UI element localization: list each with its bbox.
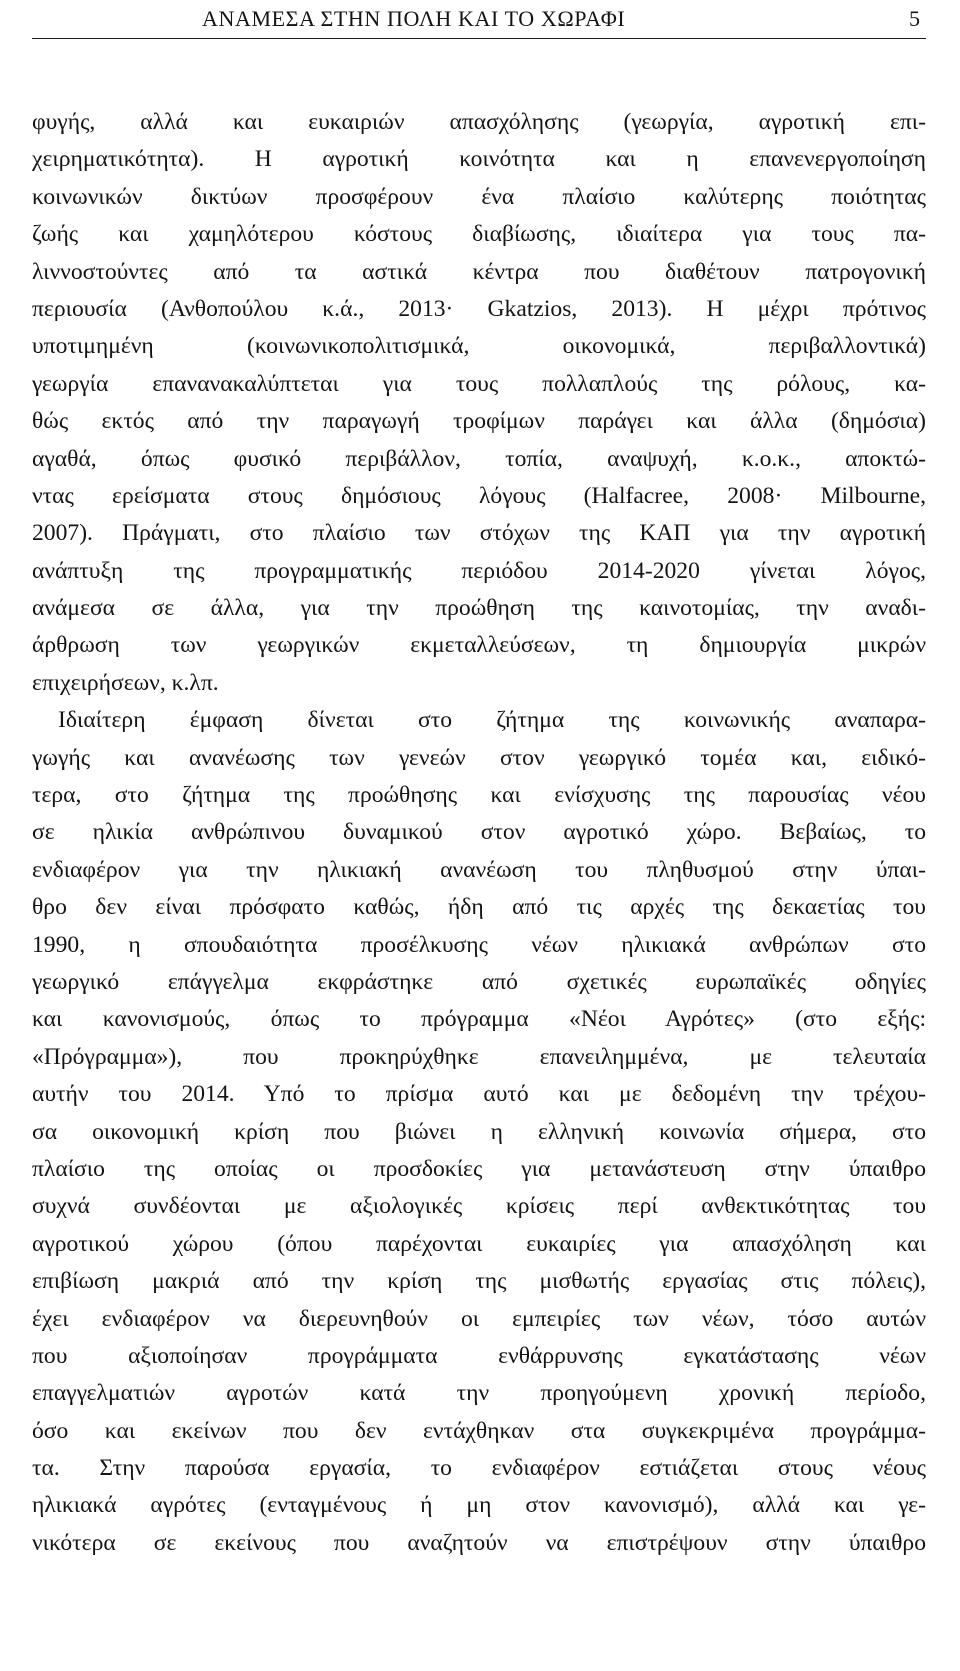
text-line: 1990, η σπουδαιότητα προσέλκυσης νέων ηλικιακά ανθρώπων στο bbox=[32, 931, 926, 958]
text-line: που αξιοποίησαν προγράμματα ενθάρρυνσης εγκατάστασης νέων bbox=[32, 1342, 926, 1369]
text-line: 2007). Πράγματι, στο πλαίσιο των στόχων της ΚΑΠ για την αγροτική bbox=[32, 520, 926, 547]
text-line: και κανονισμούς, όπως το πρόγραμμα «Νέοι Αγρότες» (στο εξής: bbox=[32, 1006, 926, 1033]
text-line: ζωής και χαμηλότερου κόστους διαβίωσης, ιδιαίτερα για τους πα- bbox=[32, 221, 926, 248]
text-line: υποτιμημένη (κοινωνικοπολιτισμικά, οικονομικά, περιβαλλοντικά) bbox=[32, 333, 926, 360]
text-line: ενδιαφέρον για την ηλικιακή ανανέωση του πληθυσμού στην ύπαι- bbox=[32, 856, 926, 883]
text-line: σα οικονομική κρίση που βιώνει η ελληνική κοινωνία σήμερα, στο bbox=[32, 1118, 926, 1145]
text-line: φυγής, αλλά και ευκαιριών απασχόλησης (γεωργία, αγροτική επι- bbox=[32, 109, 926, 135]
text-line: όσο και εκείνων που δεν εντάχθηκαν στα συγκεκριμένα προγράμμα- bbox=[32, 1417, 926, 1444]
text-line: γεωργικό επάγγελμα εκφράστηκε από σχετικές ευρωπαϊκές οδηγίες bbox=[32, 968, 926, 995]
text-line: σε ηλικία ανθρώπινου δυναμικού στον αγροτικό χώρο. Βεβαίως, το bbox=[32, 819, 926, 846]
text-line: ντας ερείσματα στους δημόσιους λόγους (Halfacree, 2008· Milbourne, bbox=[32, 482, 926, 509]
text-line: λιννοστούντες από τα αστικά κέντρα που διαθέτουν πατρογονική bbox=[32, 258, 926, 285]
text-line: άρθρωση των γεωργικών εκμεταλλεύσεων, τη δημιουργία μικρών bbox=[32, 632, 926, 659]
text-line: θρο δεν είναι πρόσφατο καθώς, ήδη από τις αρχές της δεκαετίας του bbox=[32, 894, 926, 921]
text-line: επιβίωση μακριά από την κρίση της μισθωτής εργασίας στις πόλεις), bbox=[32, 1268, 926, 1295]
text-line: αυτήν του 2014. Υπό το πρίσμα αυτό και με δεδομένη την τρέχου- bbox=[32, 1081, 926, 1108]
text-line: επαγγελματιών αγροτών κατά την προηγούμενη χρονική περίοδο, bbox=[32, 1380, 926, 1407]
text-line: τερα, στο ζήτημα της προώθησης και ενίσχυσης της παρουσίας νέου bbox=[32, 782, 926, 809]
text-line: γεωργία επανανακαλύπτεται για τους πολλαπλούς της ρόλους, κα- bbox=[32, 370, 926, 397]
running-title: ΑΝΑΜΕΣΑ ΣΤΗΝ ΠΟΛΗ ΚΑΙ ΤΟ ΧΩΡΑΦΙ bbox=[202, 6, 626, 31]
text-line: πλαίσιο της οποίας οι προσδοκίες για μετανάστευση στην ύπαιθρο bbox=[32, 1155, 926, 1182]
text-line: αγροτικού χώρου (όπου παρέχονται ευκαιρίες για απασχόληση και bbox=[32, 1230, 926, 1257]
text-line: γωγής και ανανέωσης των γενεών στον γεωργικό τομέα και, ειδικό- bbox=[32, 744, 926, 771]
text-line: συχνά συνδέονται με αξιολογικές κρίσεις περί ανθεκτικότητας του bbox=[32, 1193, 926, 1220]
text-line: χειρηματικότητα). Η αγροτική κοινότητα και η επανενεργοποίηση bbox=[32, 146, 926, 173]
text-line: ανάπτυξη της προγραμματικής περιόδου 2014-2020 γίνεται λόγος, bbox=[32, 557, 926, 584]
text-line: αγαθά, όπως φυσικό περιβάλλον, τοπία, αναψυχή, κ.ο.κ., αποκτώ- bbox=[32, 445, 926, 472]
text-line: θώς εκτός από την παραγωγή τροφίμων παράγει και άλλα (δημόσια) bbox=[32, 408, 926, 435]
running-header bbox=[32, 0, 926, 39]
text-line: τα. Στην παρούσα εργασία, το ενδιαφέρον εστιάζεται στους νέους bbox=[32, 1455, 926, 1482]
text-line: ανάμεσα σε άλλα, για την προώθηση της καινοτομίας, την αναδι- bbox=[32, 595, 926, 622]
paragraph-last-line: επιχειρήσεων, κ.λπ. bbox=[32, 669, 219, 696]
text-line: ηλικιακά αγρότες (ενταγμένους ή μη στον κανονισμό), αλλά και γε- bbox=[32, 1492, 926, 1519]
text-line: έχει ενδιαφέρον να διερευνηθούν οι εμπειρίες των νέων, τόσο αυτών bbox=[32, 1305, 926, 1332]
body-text bbox=[32, 104, 926, 1562]
text-line: νικότερα σε εκείνους που αναζητούν να επιστρέψουν στην ύπαιθρο bbox=[32, 1529, 926, 1556]
text-line: «Πρόγραμμα»), που προκηρύχθηκε επανειλημμένα, με τελευταία bbox=[32, 1043, 926, 1070]
text-line: κοινωνικών δικτύων προσφέρουν ένα πλαίσιο καλύτερης ποιότητας bbox=[32, 183, 926, 210]
text-line: περιουσία (Ανθοπούλου κ.ά., 2013· Gkatzios, 2013). Η μέχρι πρότινος bbox=[32, 295, 926, 322]
paragraph-first-line: Ιδιαίτερη έμφαση δίνεται στο ζήτημα της κοινωνικής αναπαρα- bbox=[58, 707, 926, 734]
page-number: 5 bbox=[909, 6, 920, 31]
